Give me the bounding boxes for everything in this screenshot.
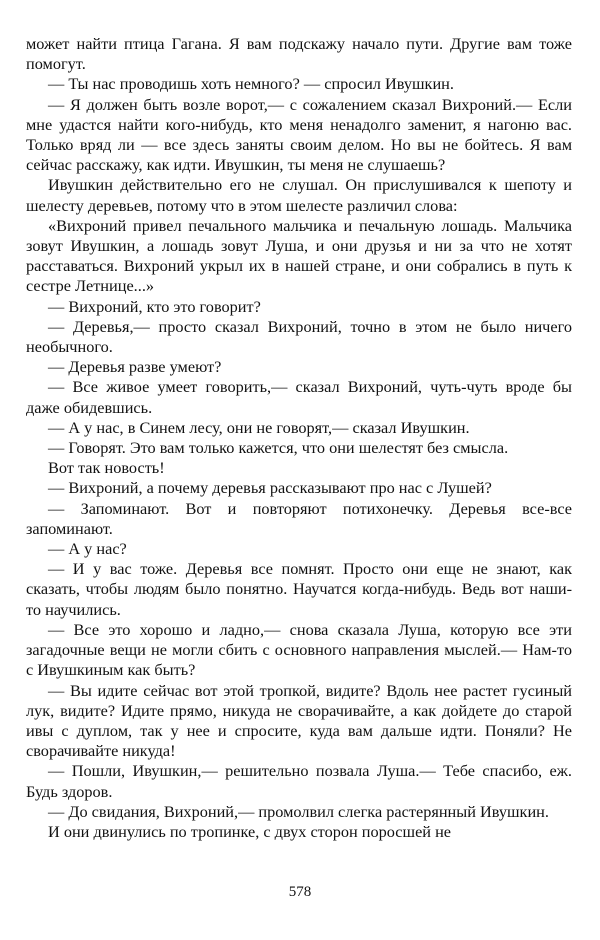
paragraph: — Все живое умеет говорить,— сказал Вихроний, чуть-чуть вроде бы даже обидевшись. xyxy=(26,377,572,417)
paragraph: — Запоминают. Вот и повторяют потихонечку. Деревья все-все запоминают. xyxy=(26,498,572,538)
paragraph: — Все это хорошо и ладно,— снова сказала Луша, которую все эти загадочные вещи не могли сбить с основного направления мыслей.— Нам-то с Ивушкиным как быть? xyxy=(26,619,572,680)
paragraph: — А у нас, в Синем лесу, они не говорят,— сказал Ивушкин. xyxy=(48,417,470,437)
paragraph: может найти птица Гагана. Я вам подскажу начало пути. Другие вам тоже помогут. xyxy=(26,34,572,74)
page-number: 578 xyxy=(288,884,312,900)
paragraph: — А у нас? xyxy=(48,539,127,559)
paragraph: — Вихроний, кто это говорит? xyxy=(48,296,261,316)
paragraph: — И у вас тоже. Деревья все помнят. Просто они еще не знают, как сказать, чтобы людям было понятно. Научатся когда-нибудь. Ведь вот наши-то научились. xyxy=(26,559,572,619)
paragraph: И они двинулись по тропинке, с двух сторон поросшей не xyxy=(48,821,452,841)
paragraph: Вот так новость! xyxy=(48,458,165,478)
body-text xyxy=(26,34,572,842)
paragraph: — Говорят. Это вам только кажется, что они шелестят без смысла. xyxy=(48,438,509,458)
paragraph: Ивушкин действительно его не слушал. Он прислушивался к шепоту и шелесту деревьев, потому что в этом шелесте различил слова: xyxy=(26,175,572,215)
paragraph: — Вихроний, а почему деревья рассказывают про нас с Лушей? xyxy=(48,478,492,498)
paragraph: «Вихроний привел печального мальчика и печальную лошадь. Мальчика зовут Ивушкин, а лошадь зовут Луша, и они друзья и ни за что не хотят расставаться. Вихроний укрыл их в нашей стране, и они собрались в путь к сестре Летнице...» xyxy=(26,215,572,296)
paragraph: — До свидания, Вихроний,— промолвил слегка растерянный Ивушкин. xyxy=(48,801,549,821)
paragraph: — Деревья разве умеют? xyxy=(48,357,222,377)
paragraph: — Ты нас проводишь хоть немного? — спросил Ивушкин. xyxy=(48,74,454,94)
paragraph: — Вы идите сейчас вот этой тропкой, видите? Вдоль нее растет гусиный лук, видите? Идите прямо, никуда не сворачивайте, а как дойдете до старой ивы с дуплом, так у нее и спросите, куда вам дальше идти. Поняли? Не сворачивайте никуда! xyxy=(26,680,572,761)
paragraph: — Пошли, Ивушкин,— решительно позвала Луша.— Тебе спасибо, еж. Будь здоров. xyxy=(26,761,572,801)
paragraph: — Я должен быть возле ворот,— с сожалением сказал Вихроний.— Если мне удастся найти кого-нибудь, кто меня ненадолго заменит, я нагоню вас. Только вряд ли — все здесь заняты своим делом. Но вы не бойтесь. Я вам сейчас расскажу, как идти. Ивушкин, ты меня не слушаешь? xyxy=(26,94,572,175)
paragraph: — Деревья,— просто сказал Вихроний, точно в этом не было ничего необычного. xyxy=(26,316,572,357)
